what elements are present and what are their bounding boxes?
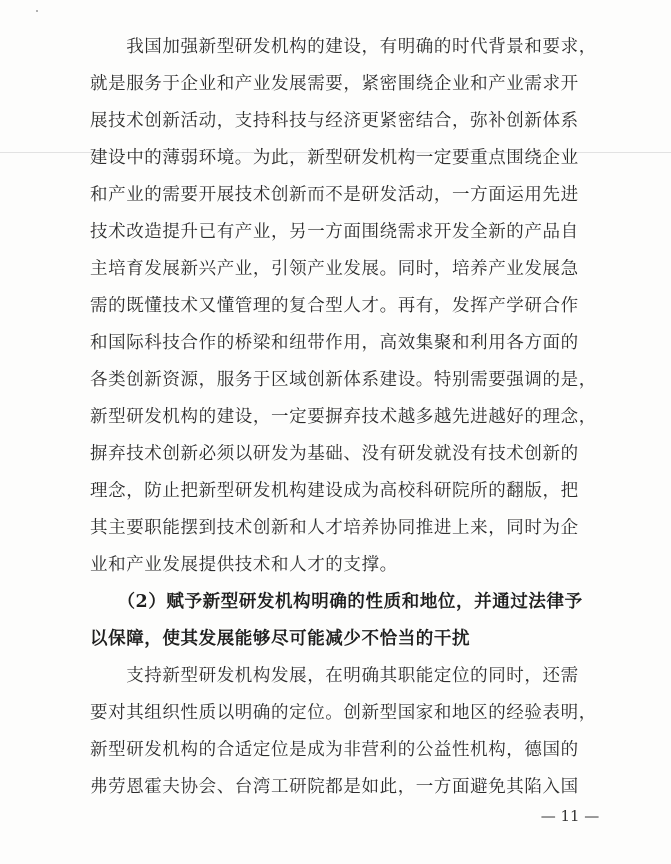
section-heading-line: （2）赋予新型研发机构明确的性质和地位，并通过法律予 <box>90 592 583 612</box>
text-line: 新型研发机构的建设，一定要摒弃技术越多越先进越好的理念， <box>90 407 597 427</box>
text-line: 和国际科技合作的桥梁和纽带作用，高效集聚和利用各方面的 <box>90 333 579 353</box>
text-line: 各类创新资源，服务于区域创新体系建设。特别需要强调的是， <box>90 370 597 390</box>
text-line: 就是服务于企业和产业发展需要，紧密围绕企业和产业需求开 <box>90 74 579 94</box>
text-line: 主培育发展新兴产业，引领产业发展。同时，培养产业发展急 <box>90 259 579 279</box>
text-line: 技术改造提升已有产业，另一方面围绕需求开发全新的产品自 <box>90 222 579 242</box>
text-line: 业和产业发展提供技术和人才的支撑。 <box>90 555 398 575</box>
text-line: 展技术创新活动，支持科技与经济更紧密结合，弥补创新体系 <box>90 111 579 131</box>
section-heading-line: 以保障，使其发展能够尽可能减少不恰当的干扰 <box>90 629 471 649</box>
text-line: 理念，防止把新型研发机构建设成为高校科研院所的翻版，把 <box>90 481 579 501</box>
text-line: 支持新型研发机构发展，在明确其职能定位的同时，还需 <box>90 666 579 686</box>
text-line: 其主要职能摆到技术创新和人才培养协同推进上来，同时为企 <box>90 518 579 538</box>
text-line: 弗劳恩霍夫协会、台湾工研院都是如此，一方面避免其陷入国 <box>90 777 579 797</box>
page-number: — 11 — <box>540 807 600 825</box>
text-line: 我国加强新型研发机构的建设，有明确的时代背景和要求， <box>90 37 597 57</box>
text-line: 要对其组织性质以明确的定位。创新型国家和地区的经验表明， <box>90 703 597 723</box>
text-line: 需的既懂技术又懂管理的复合型人才。再有，发挥产学研合作 <box>90 296 579 316</box>
scan-speck <box>36 10 38 12</box>
text-line: 和产业的需要开展技术创新而不是研发活动，一方面运用先进 <box>90 185 579 205</box>
text-line: 摒弃技术创新必须以研发为基础、没有研发就没有技术创新的 <box>90 444 579 464</box>
text-line: 建设中的薄弱环境。为此，新型研发机构一定要重点围绕企业 <box>90 148 579 168</box>
text-line: 新型研发机构的合适定位是成为非营利的公益性机构，德国的 <box>90 740 579 760</box>
